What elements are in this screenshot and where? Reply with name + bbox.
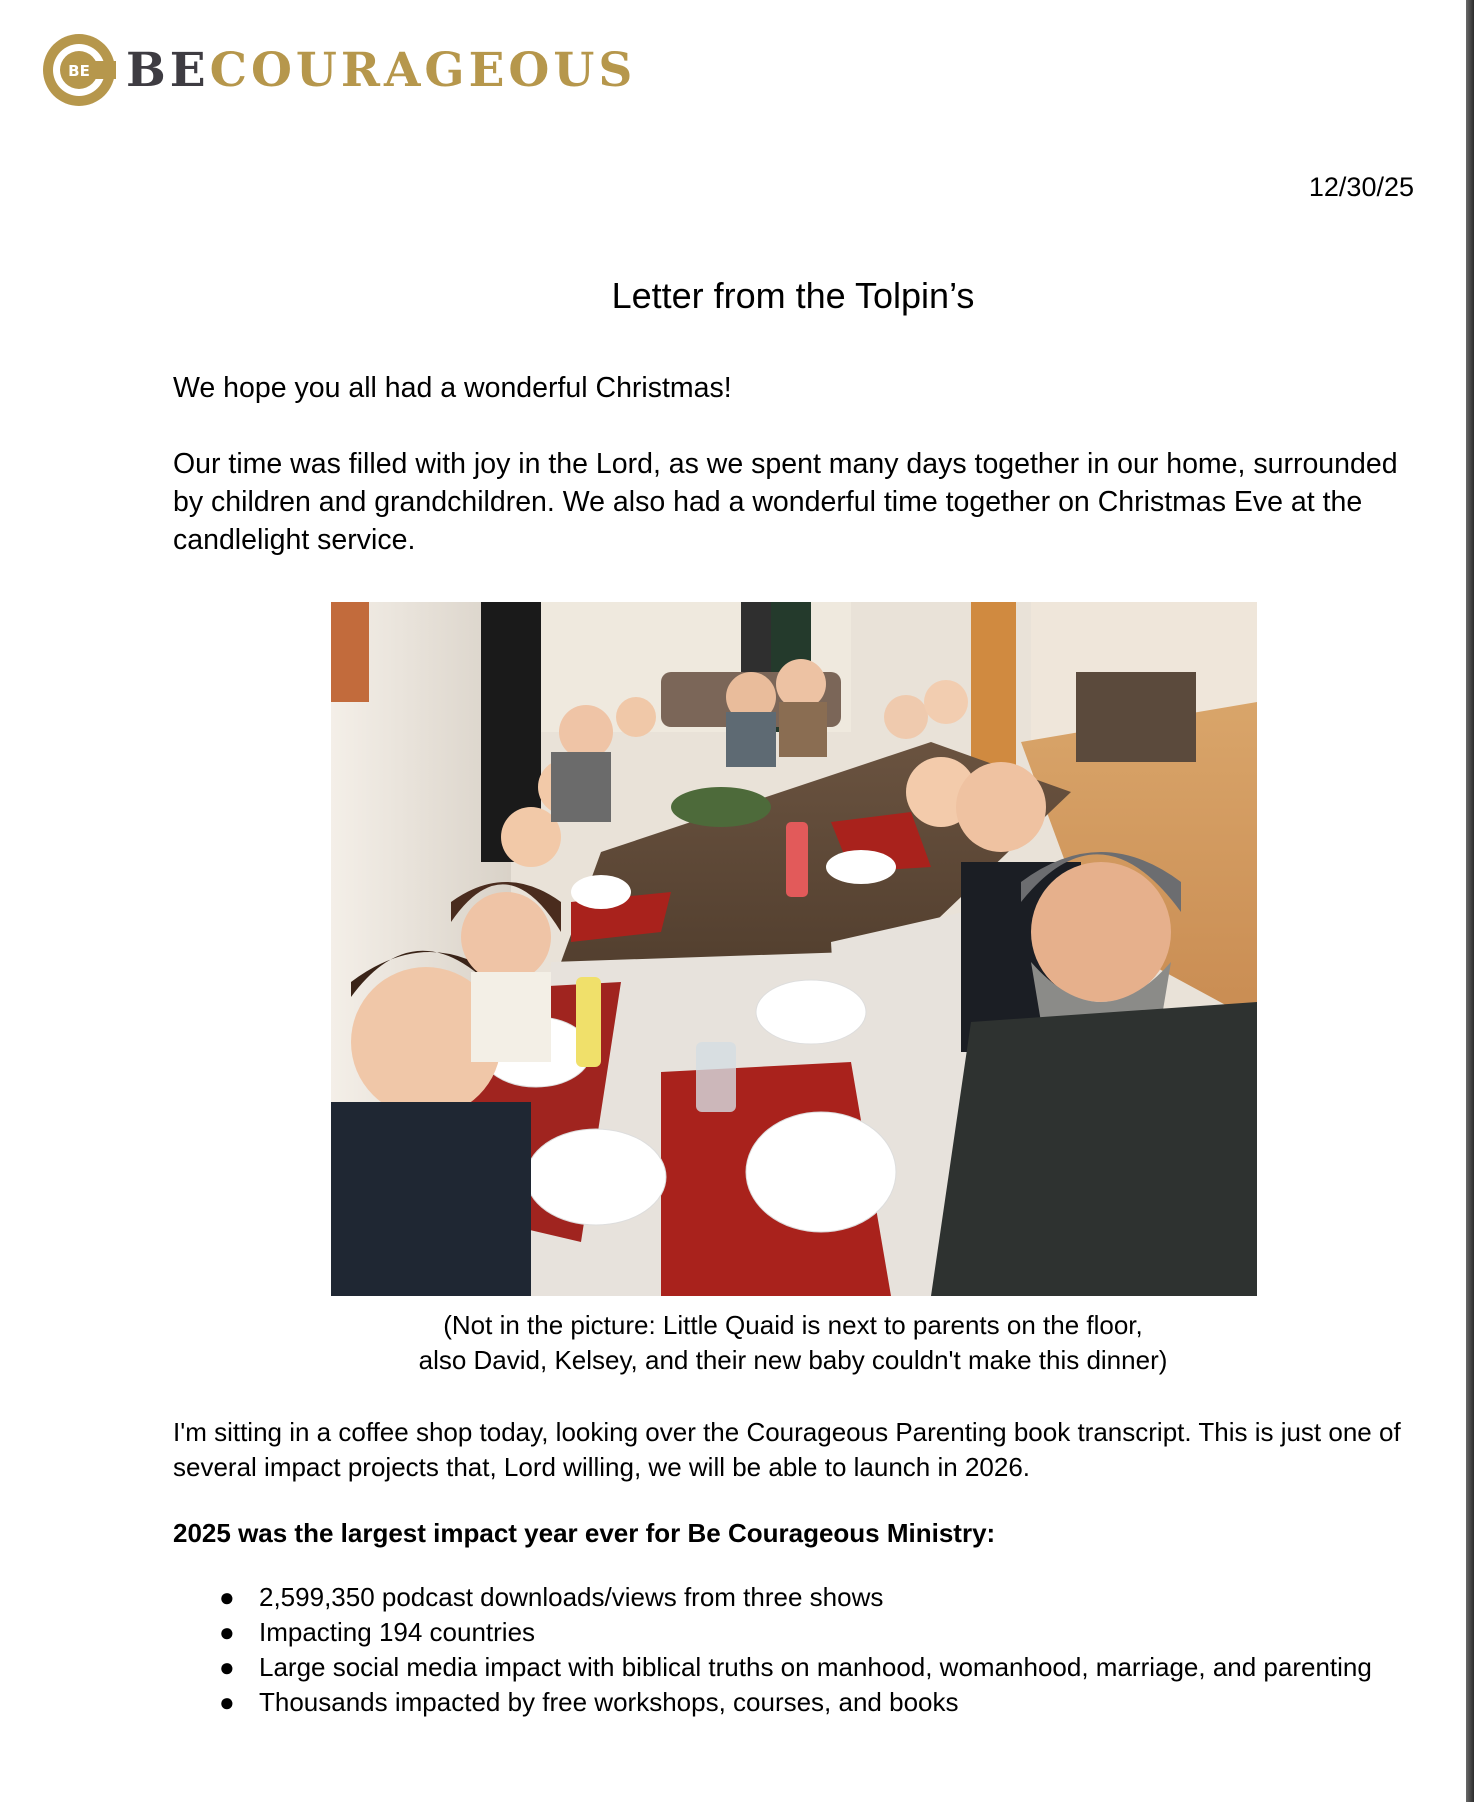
list-item-text: Large social media impact with biblical truths on manhood, womanhood, marriage, and parenting <box>259 1652 1372 1682</box>
be-courageous-logo <box>42 32 636 108</box>
greeting-paragraph: We hope you all had a wonderful Christmas! <box>173 372 732 404</box>
list-item-text: 2,599,350 podcast downloads/views from three shows <box>259 1582 884 1612</box>
photo-caption-line-2: also David, Kelsey, and their new baby couldn't make this dinner) <box>418 1345 1168 1375</box>
coffee-shop-paragraph: I'm sitting in a coffee shop today, looking over the Courageous Parenting book transcript. This is just one of several impact projects that, Lord willing, we will be able to launch in 2026. <box>173 1417 1401 1482</box>
list-item <box>173 1650 1372 1685</box>
list-item-text: Impacting 194 countries <box>259 1617 536 1647</box>
logo-word-courageous: COURAGEOUS <box>209 42 637 98</box>
list-item <box>173 1580 1372 1615</box>
photo-caption <box>0 1308 1474 1378</box>
photo-caption-line-1: (Not in the picture: Little Quaid is next to parents on the floor, <box>443 1310 1143 1340</box>
bullet-icon: ● <box>219 1582 235 1612</box>
impact-list <box>173 1580 1372 1720</box>
page-edge <box>1466 0 1474 1802</box>
impact-heading: 2025 was the largest impact year ever for Be Courageous Ministry: <box>173 1518 996 1548</box>
logo-mark-icon <box>42 33 116 107</box>
logo-mark-text: BE <box>68 62 90 80</box>
list-item-text: Thousands impacted by free workshops, courses, and books <box>259 1687 959 1717</box>
family-dinner-photo <box>331 602 1257 1296</box>
list-item <box>173 1615 1372 1650</box>
bullet-icon: ● <box>219 1652 235 1682</box>
christmas-paragraph: Our time was filled with joy in the Lord, as we spent many days together in our home, surrounded by children and grandchildren. We also had a wonderful time together on Christmas Eve at the candlelight service. <box>173 448 1398 556</box>
logo-word-be: BE <box>126 42 210 98</box>
list-item <box>173 1685 1372 1720</box>
bullet-icon: ● <box>219 1617 235 1647</box>
bullet-icon: ● <box>219 1687 235 1717</box>
letter-date: 12/30/25 <box>1308 172 1414 202</box>
logo-wordmark <box>126 42 637 98</box>
letter-title: Letter from the Tolpin’s <box>611 275 975 316</box>
